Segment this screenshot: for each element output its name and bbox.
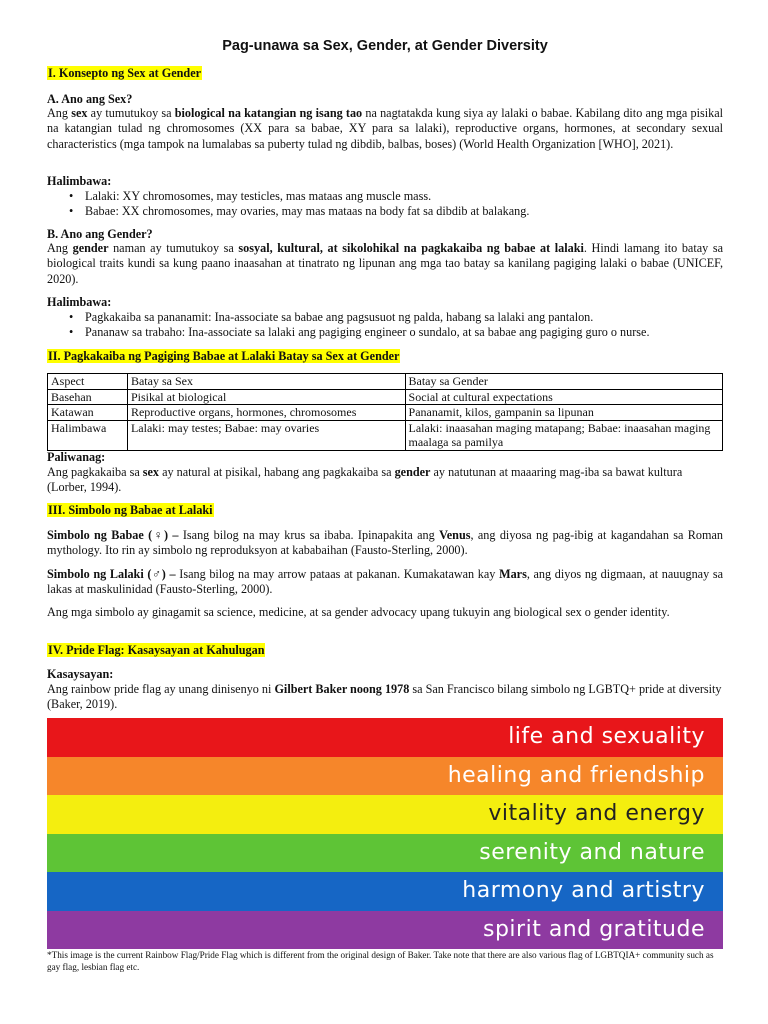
flag-stripe-green [47,834,723,873]
history-label: Kasaysayan: [47,667,114,681]
section-4-heading: IV. Pride Flag: Kasaysayan at Kahulugan [48,643,265,657]
subsection-b-example-label: Halimbawa: [47,295,112,309]
table-cell: Halimbawa [48,420,128,450]
list-item: • Lalaki: XY chromosomes, may testicles, mas mataas ang muscle mass. [47,189,723,204]
flag-stripe-yellow [47,795,723,834]
explanation-label: Paliwanag: [47,450,106,464]
section-1-heading: I. Konsepto ng Sex at Gender [48,66,202,80]
subsection-b-paragraph: Ang gender naman ay tumutukoy sa sosyal, kultural, at sikolohikal na pagkakaiba ng babae at lalaki. Hindi lamang ito batay sa biological traits kundi sa kung paano inaasahan at tinatrato ng lipunan ang mga tao batay sa kanilang pagiging lalaki o babae (UNICEF, 2020). [47,241,723,286]
flag-stripe-label: serenity and nature [479,839,705,865]
explanation-paragraph: Ang pagkakaiba sa sex ay natural at pisikal, habang ang pagkakaiba sa gender ay natutunan at maaaring mag-iba sa bawat kultura (Lorber, 1994). [47,465,683,495]
table-cell: Reproductive organs, hormones, chromosomes [127,405,405,421]
table-header: Aspect [48,374,128,390]
table-header: Batay sa Gender [405,374,722,390]
table-cell: Basehan [48,389,128,405]
section-1-heading-line [47,66,723,81]
subsection-a-example-label: Halimbawa: [47,174,112,188]
subsection-b-heading: B. Ano ang Gender? [47,227,153,241]
male-symbol-paragraph: Simbolo ng Lalaki (♂) – Isang bilog na may arrow pataas at pakanan. Kumakatawan kay Mars, ang diyos ng digmaan, at nauugnay sa lakas at maskulinidad (Fausto-Sterling, 2000). [47,567,723,597]
subsection-a-example-list [47,189,723,220]
subsection-b-example-list [47,310,723,341]
flag-stripe-blue [47,872,723,911]
female-symbol-label: Simbolo ng Babae (♀) – [47,528,179,542]
list-item: • Pananaw sa trabaho: Ina-associate sa lalaki ang pagiging engineer o sundalo, at sa babae ang pagiging guro o nurse. [47,325,723,340]
table-cell: Lalaki: may testes; Babae: may ovaries [127,420,405,450]
table-cell: Pisikal at biological [127,389,405,405]
table-row [48,389,723,405]
table-cell: Pananamit, kilos, gampanin sa lipunan [405,405,722,421]
flag-stripe-red [47,718,723,757]
section-4-heading-line [47,643,723,658]
flag-stripe-orange [47,757,723,796]
history-paragraph: Ang rainbow pride flag ay unang dinisenyo ni Gilbert Baker noong 1978 sa San Francisco bilang simbolo ng LGBTQ+ pride at diversity (Baker, 2019). [47,682,722,712]
section-3-heading-line [47,503,723,518]
flag-stripe-purple [47,911,723,950]
female-symbol-paragraph: Simbolo ng Babae (♀) – Isang bilog na may krus sa ibaba. Ipinapakita ang Venus, ang diyosa ng pag-ibig at kagandahan sa Roman mythology. Ito rin ay simbolo ng reproduksyon at kababaihan (Fausto-Sterling, 2000). [47,528,723,558]
pride-flag-image [47,718,723,949]
table-header-row [48,374,723,390]
flag-stripe-label: life and sexuality [508,724,705,749]
list-item: • Babae: XX chromosomes, may ovaries, may mas mataas na body fat sa dibdib at balakang. [47,204,723,219]
table-cell: Katawan [48,405,128,421]
symbols-usage-paragraph: Ang mga simbolo ay ginagamit sa science, medicine, at sa gender advocacy upang tukuyin ang biological sex o gender identity. [47,605,670,619]
table-header: Batay sa Sex [127,374,405,390]
flag-stripe-label: vitality and energy [488,801,705,826]
table-cell: Lalaki: inaasahan maging matapang; Babae: inaasahan maging maalaga sa pamilya [405,420,722,450]
section-2-heading-line [47,349,723,364]
flag-footnote: *This image is the current Rainbow Flag/Pride Flag which is different from the original design of Baker. Take note that there are also various flag of LGBTQIA+ community such as gay flag, lesbian flag etc. [47,950,714,972]
table-row [48,420,723,450]
subsection-a-paragraph: Ang sex ay tumutukoy sa biological na katangian ng isang tao na nagtatakda kung siya ay lalaki o babae. Kabilang dito ang mga pisikal na katangian tulad ng chromosomes (XX para sa babae, XY para sa lalaki), reproductive organs, hormones, at secondary sexual characteristics (mga tampok na lumalabas sa puberty tulad ng dibdib, balbas, boses) (World Health Organization [WHO], 2021). [47,106,723,151]
flag-stripe-label: spirit and gratitude [483,916,705,942]
table-row [48,405,723,421]
comparison-table [47,373,723,451]
section-3-heading: III. Simbolo ng Babae at Lalaki [48,503,213,517]
male-symbol-label: Simbolo ng Lalaki (♂) – [47,567,176,581]
table-cell: Social at cultural expectations [405,389,722,405]
flag-stripe-label: harmony and artistry [462,878,705,903]
subsection-a-heading: A. Ano ang Sex? [47,92,133,106]
section-2-heading: II. Pagkakaiba ng Pagiging Babae at Lalaki Batay sa Sex at Gender [48,349,400,363]
list-item: • Pagkakaiba sa pananamit: Ina-associate sa babae ang pagsusuot ng palda, habang sa lalaki ang pantalon. [47,310,723,325]
flag-stripe-label: healing and friendship [447,762,705,788]
document-title: Pag-unawa sa Sex, Gender, at Gender Diversity [222,38,548,54]
